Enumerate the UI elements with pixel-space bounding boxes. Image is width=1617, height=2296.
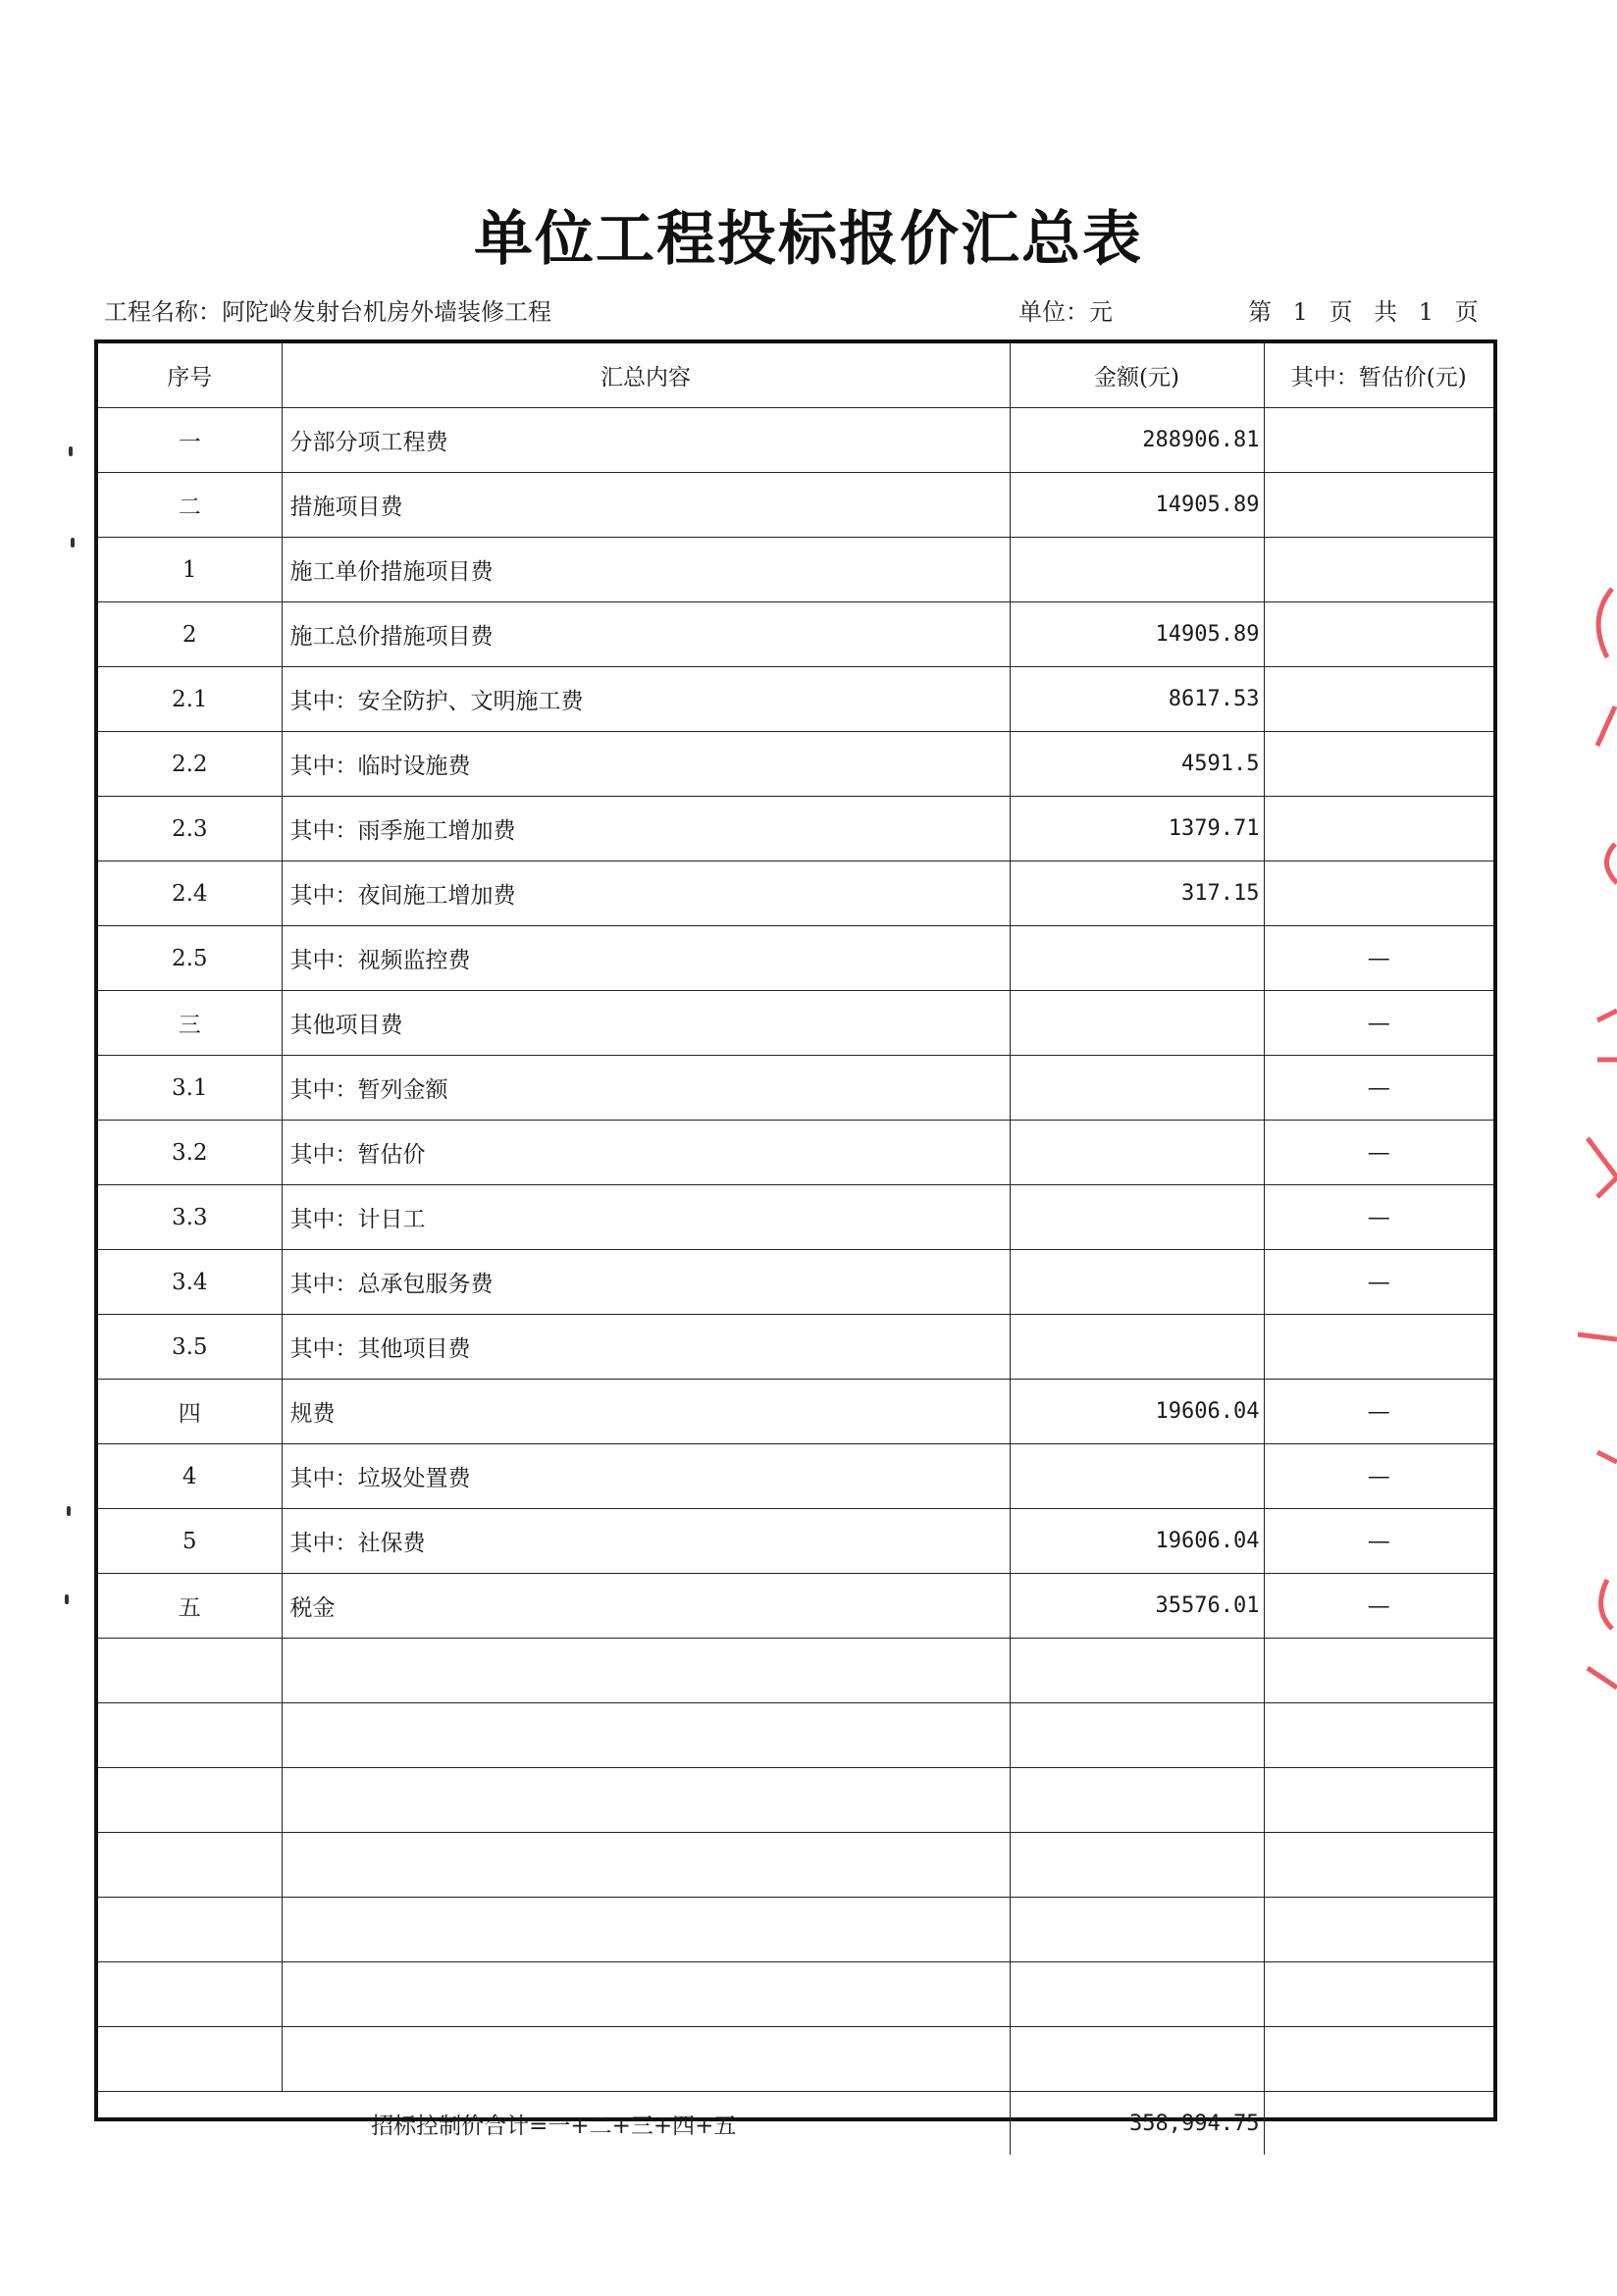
row-content: 其中：其他项目费 [282,1315,1010,1380]
row-amount [1010,991,1264,1056]
table-body [98,408,1493,2092]
row-seq: 2.2 [98,732,282,797]
row-amount [1010,1833,1264,1898]
row-provisional [1264,797,1493,861]
row-seq: 3.1 [98,1056,282,1121]
row-provisional [1264,1962,1493,2027]
row-content [282,2027,1010,2092]
row-seq: 二 [98,473,282,538]
row-content: 其中：安全防护、文明施工费 [282,667,1010,732]
row-provisional [1264,1833,1493,1898]
row-provisional [1264,602,1493,667]
row-amount: 19606.04 [1010,1380,1264,1444]
row-provisional: — [1264,926,1493,991]
row-seq: 2 [98,602,282,667]
table-row [98,1768,1493,1833]
row-content: 其中：社保费 [282,1509,1010,1574]
row-seq: 5 [98,1509,282,1574]
scan-mark [69,446,73,456]
summary-sheet [94,339,1497,2139]
row-seq: 四 [98,1380,282,1444]
table-row [98,1444,1493,1509]
row-provisional [1264,861,1493,926]
scan-mark [65,1594,69,1604]
project-name: 工程名称：阿陀岭发射台机房外墙装修工程 [104,298,551,326]
row-amount [1010,1898,1264,1962]
row-provisional: — [1264,1250,1493,1315]
row-seq: 2.5 [98,926,282,991]
table-row [98,732,1493,797]
table-row [98,1185,1493,1250]
page-title: 单位工程投标报价汇总表 [474,205,1143,274]
row-content: 税金 [282,1574,1010,1639]
row-content: 其中：暂列金额 [282,1056,1010,1121]
row-seq: 1 [98,538,282,602]
table-row [98,1380,1493,1444]
row-amount: 4591.5 [1010,732,1264,797]
row-seq: 三 [98,991,282,1056]
row-amount [1010,538,1264,602]
table-row [98,797,1493,861]
row-provisional [1264,667,1493,732]
table-row [98,2027,1493,2092]
row-amount: 14905.89 [1010,473,1264,538]
row-amount [1010,1250,1264,1315]
row-amount [1010,2027,1264,2092]
table-row [98,1250,1493,1315]
table-row [98,473,1493,538]
row-seq: 一 [98,408,282,473]
table-row [98,1703,1493,1768]
row-seq [98,1768,282,1833]
row-provisional [1264,473,1493,538]
row-content [282,1703,1010,1768]
row-content [282,1898,1010,1962]
row-amount [1010,1639,1264,1703]
row-provisional [1264,1639,1493,1703]
row-amount: 1379.71 [1010,797,1264,861]
row-seq: 五 [98,1574,282,1639]
row-amount: 19606.04 [1010,1509,1264,1574]
row-provisional [1264,1703,1493,1768]
row-provisional: — [1264,1185,1493,1250]
row-content: 其中：暂估价 [282,1121,1010,1185]
table-row [98,1121,1493,1185]
scan-mark [71,538,75,548]
row-provisional: — [1264,1574,1493,1639]
header-seq: 序号 [98,343,282,408]
row-provisional: — [1264,1509,1493,1574]
row-provisional [1264,538,1493,602]
row-seq: 2.4 [98,861,282,926]
table-row [98,538,1493,602]
table-row [98,1574,1493,1639]
row-seq: 4 [98,1444,282,1509]
row-content: 其中：雨季施工增加费 [282,797,1010,861]
row-amount [1010,926,1264,991]
row-seq [98,1833,282,1898]
row-content: 其他项目费 [282,991,1010,1056]
row-content: 其中：临时设施费 [282,732,1010,797]
table-row [98,602,1493,667]
row-content [282,1962,1010,2027]
row-amount: 8617.53 [1010,667,1264,732]
row-seq [98,1639,282,1703]
row-content [282,1639,1010,1703]
scan-mark [67,1506,71,1516]
row-amount [1010,1444,1264,1509]
total-amount: 358,994.75 [1010,2092,1264,2156]
row-content: 措施项目费 [282,473,1010,538]
row-amount: 317.15 [1010,861,1264,926]
table-row [98,1833,1493,1898]
table-row [98,1898,1493,1962]
header-amount: 金额(元) [1010,343,1264,408]
row-seq [98,1898,282,1962]
header-content: 汇总内容 [282,343,1010,408]
row-amount: 35576.01 [1010,1574,1264,1639]
table-row [98,926,1493,991]
unit-label: 单位：元 [1018,298,1113,326]
page-number: 第 1 页 共 1 页 [1248,298,1479,326]
table-row [98,861,1493,926]
row-content: 施工总价措施项目费 [282,602,1010,667]
table-row [98,991,1493,1056]
row-amount: 14905.89 [1010,602,1264,667]
row-content: 分部分项工程费 [282,408,1010,473]
row-content: 其中：计日工 [282,1185,1010,1250]
row-amount [1010,1768,1264,1833]
table-row [98,1509,1493,1574]
row-amount [1010,1962,1264,2027]
row-provisional [1264,2027,1493,2092]
row-seq [98,1703,282,1768]
row-content: 其中：夜间施工增加费 [282,861,1010,926]
row-provisional: — [1264,991,1493,1056]
row-amount [1010,1703,1264,1768]
row-seq [98,1962,282,2027]
table-row [98,1315,1493,1380]
row-seq: 2.3 [98,797,282,861]
row-provisional [1264,732,1493,797]
table-row [98,1639,1493,1703]
seal-stamp-icon [1568,549,1617,1727]
header-provisional: 其中：暂估价(元) [1264,343,1493,408]
row-content: 其中：总承包服务费 [282,1250,1010,1315]
row-amount: 288906.81 [1010,408,1264,473]
summary-table [98,343,1493,2155]
row-seq: 3.4 [98,1250,282,1315]
total-provisional [1264,2092,1493,2156]
row-content: 施工单价措施项目费 [282,538,1010,602]
row-provisional: — [1264,1380,1493,1444]
row-provisional [1264,1898,1493,1962]
table-row [98,667,1493,732]
row-content [282,1833,1010,1898]
row-seq: 3.3 [98,1185,282,1250]
table-row [98,1962,1493,2027]
row-seq: 3.5 [98,1315,282,1380]
row-provisional [1264,408,1493,473]
row-provisional [1264,1768,1493,1833]
row-amount [1010,1185,1264,1250]
row-seq: 2.1 [98,667,282,732]
row-content [282,1768,1010,1833]
total-label: 招标控制价合计=一+二+三+四+五 [98,2092,1010,2156]
total-row [98,2092,1493,2156]
table-row [98,1056,1493,1121]
table-row [98,408,1493,473]
row-provisional [1264,1315,1493,1380]
table-header-row [98,343,1493,408]
row-provisional: — [1264,1121,1493,1185]
row-amount [1010,1121,1264,1185]
row-seq: 3.2 [98,1121,282,1185]
row-content: 规费 [282,1380,1010,1444]
row-amount [1010,1315,1264,1380]
row-provisional: — [1264,1444,1493,1509]
row-content: 其中：垃圾处置费 [282,1444,1010,1509]
row-content: 其中：视频监控费 [282,926,1010,991]
row-seq [98,2027,282,2092]
row-provisional: — [1264,1056,1493,1121]
row-amount [1010,1056,1264,1121]
